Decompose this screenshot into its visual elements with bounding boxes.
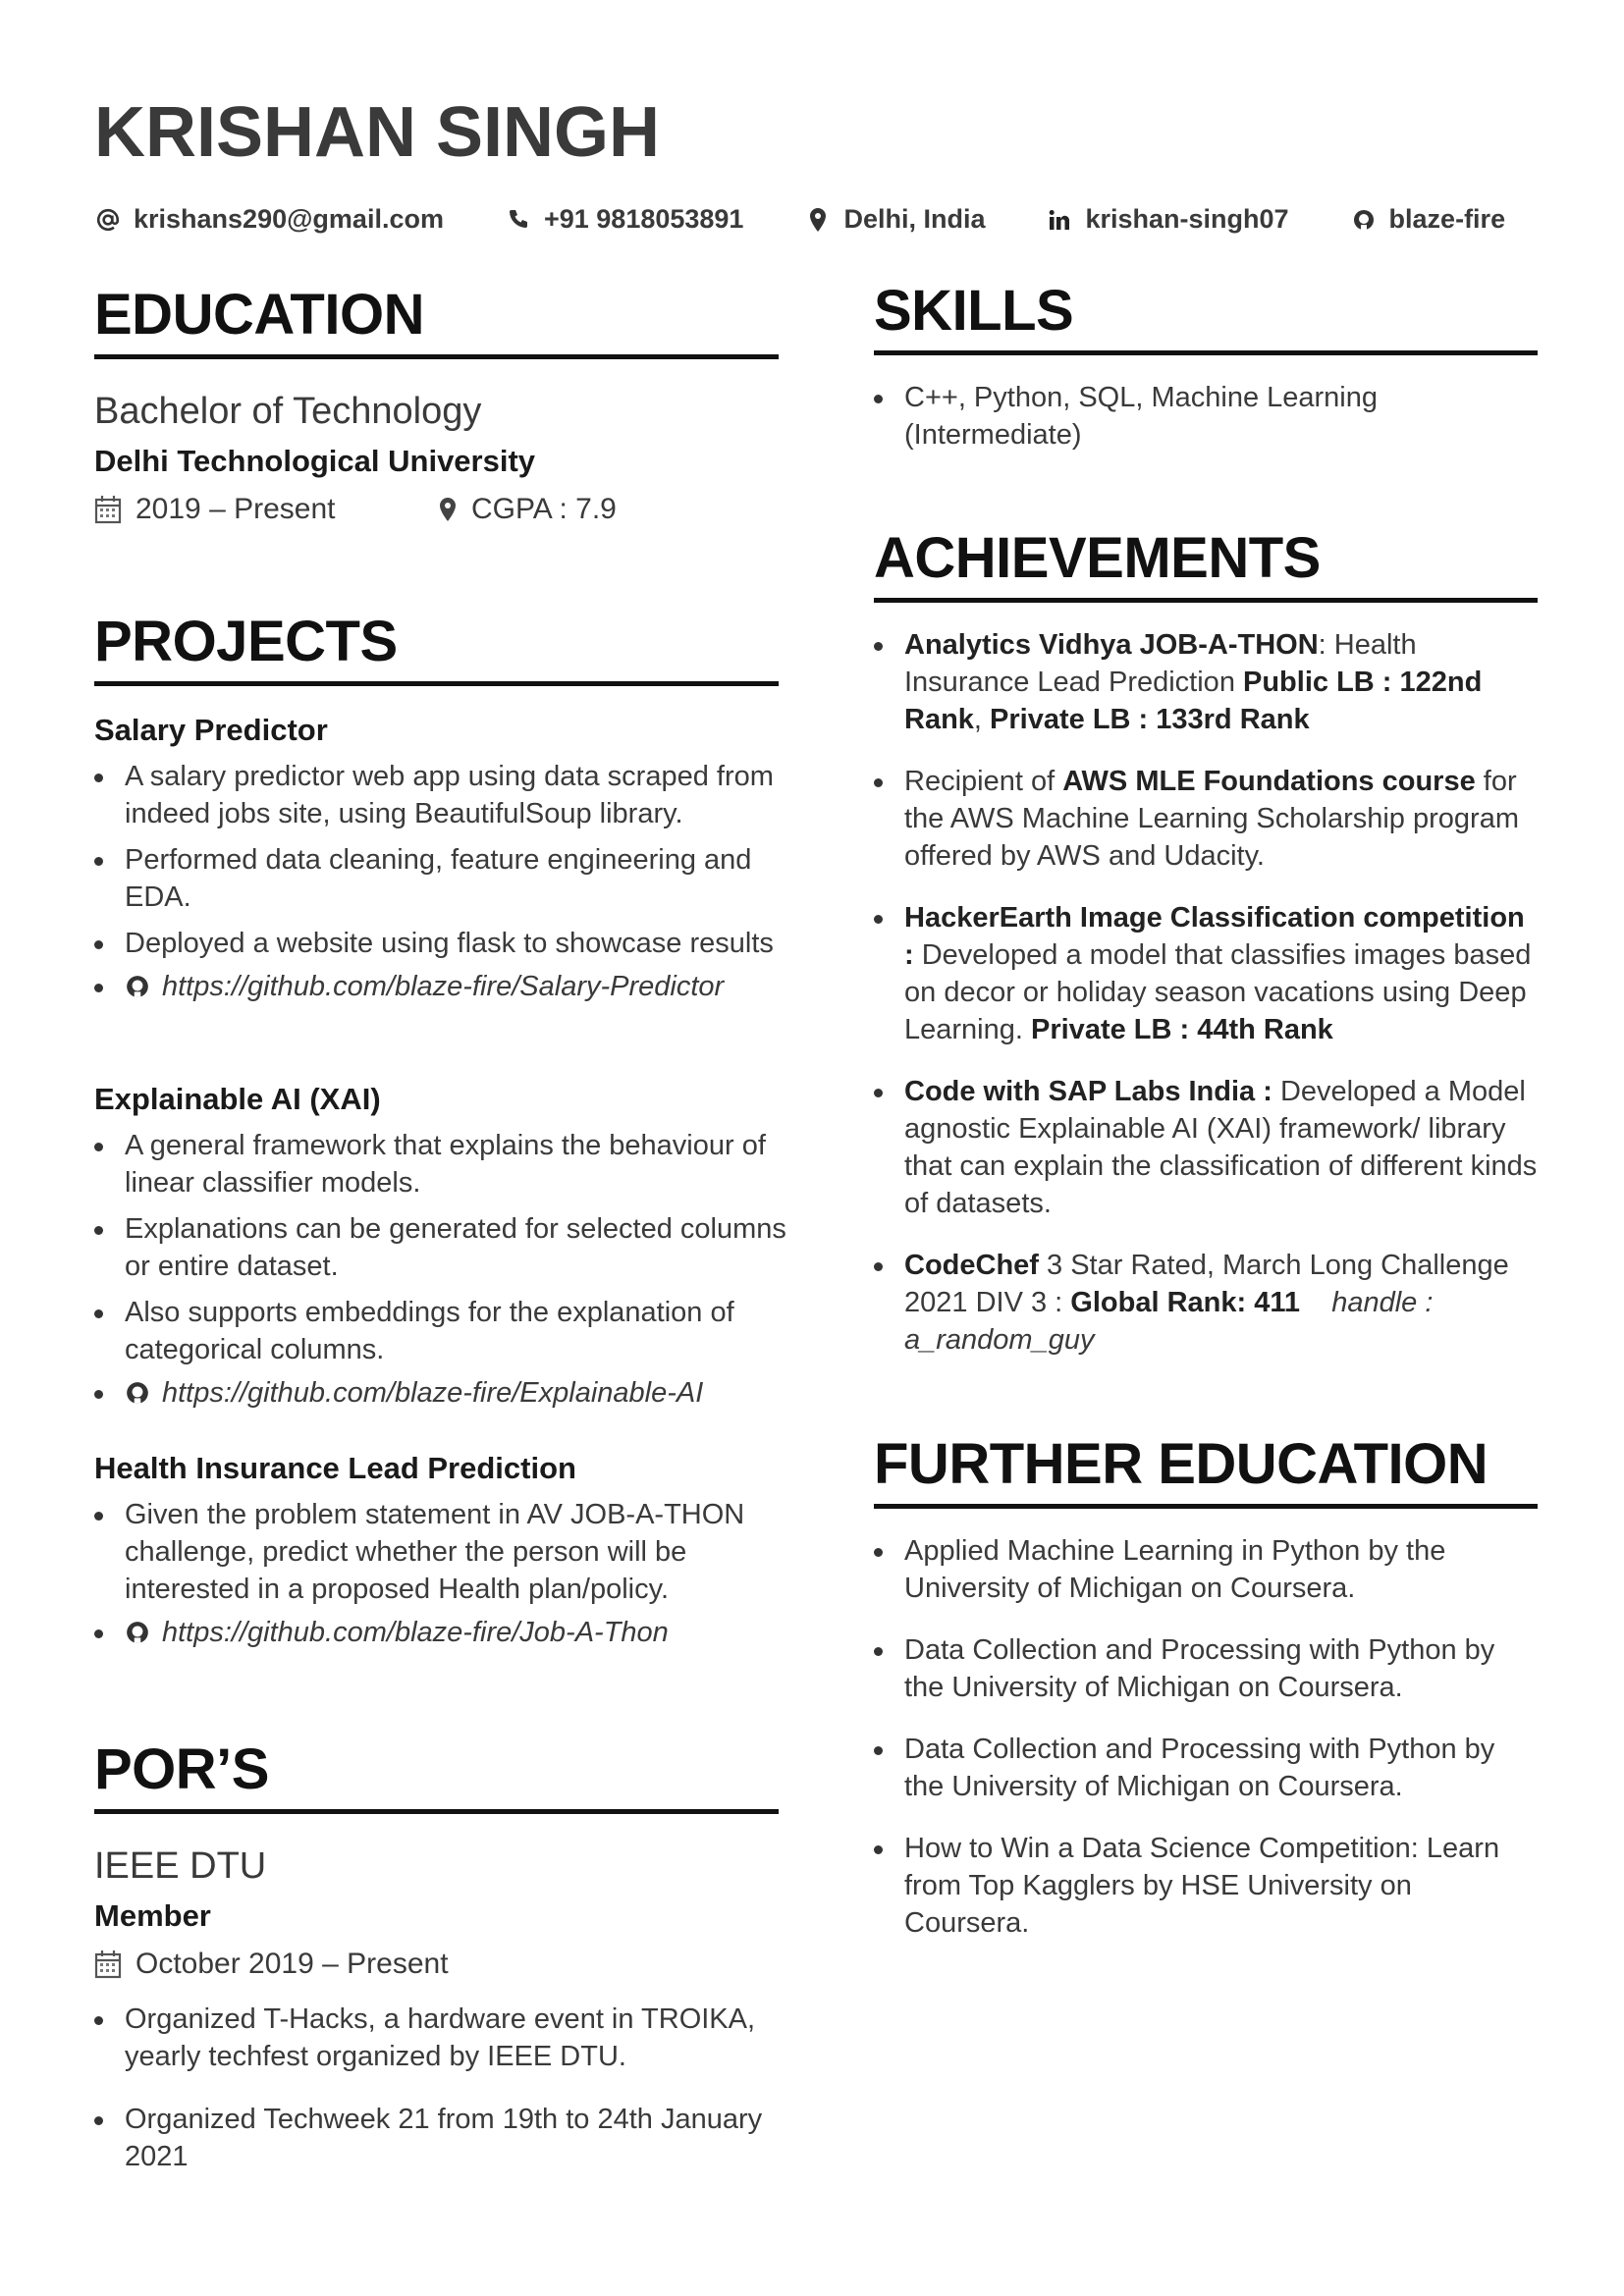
project-title: Salary Predictor — [94, 713, 328, 747]
list-item[interactable] — [94, 968, 811, 1009]
location-text: Delhi, India — [843, 204, 986, 234]
institution: Delhi Technological University — [94, 444, 536, 478]
education-dates — [94, 493, 335, 526]
project-bullets — [94, 758, 811, 1009]
contact-github[interactable] — [1350, 204, 1506, 235]
further-education-heading: FURTHER EDUCATION — [874, 1432, 1489, 1496]
list-item: Code with SAP Labs India : Developed a Model agnostic Explainable AI (XAI) framework/ library that can explain the classification of different kinds of datasets. — [874, 1073, 1538, 1222]
list-item: Explanations can be generated for selected columns or entire dataset. — [94, 1210, 811, 1285]
github-icon — [125, 1380, 150, 1406]
project-link: https://github.com/blaze-fire/Salary-Predictor — [125, 968, 724, 1005]
list-item[interactable] — [94, 1614, 811, 1655]
list-item: Deployed a website using flask to showcase results — [94, 925, 783, 962]
calendar-icon — [94, 1949, 122, 1979]
por-dates-text: October 2019 – Present — [135, 1948, 449, 1980]
skills-list — [874, 379, 1538, 454]
list-item: Applied Machine Learning in Python by the University of Michigan on Coursera. — [874, 1532, 1538, 1607]
github-icon — [125, 974, 150, 999]
list-item: Performed data cleaning, feature engineering and EDA. — [94, 841, 811, 916]
por-role: Member — [94, 1898, 211, 1933]
por-dates — [94, 1948, 449, 1981]
achievements-heading: ACHIEVEMENTS — [874, 526, 1321, 590]
list-item: Organized T-Hacks, a hardware event in TROIKA, yearly techfest organized by IEEE DTU. — [94, 2001, 782, 2075]
list-item: Data Collection and Processing with Python by the University of Michigan on Coursera. — [874, 1631, 1538, 1706]
linkedin-text: krishan-singh07 — [1085, 204, 1289, 234]
skills-rule — [874, 350, 1538, 355]
further-education-list — [874, 1532, 1538, 1942]
project-link: https://github.com/blaze-fire/Job-A-Thon — [125, 1614, 669, 1651]
education-rule — [94, 354, 779, 359]
list-item: Recipient of AWS MLE Foundations course for the AWS Machine Learning Scholarship program offered by AWS and Udacity. — [874, 763, 1538, 875]
email-text: krishans290@gmail.com — [134, 204, 444, 234]
skills-heading: SKILLS — [874, 279, 1074, 343]
contact-email[interactable] — [94, 204, 444, 235]
list-item: C++, Python, SQL, Machine Learning (Intermediate) — [874, 379, 1538, 454]
further-education-rule — [874, 1504, 1538, 1509]
achievements-rule — [874, 598, 1538, 603]
pors-rule — [94, 1809, 779, 1814]
achievements-list — [874, 626, 1538, 1359]
por-organization: IEEE DTU — [94, 1845, 267, 1887]
calendar-icon — [94, 495, 122, 524]
cgpa-text: CGPA : 7.9 — [471, 493, 617, 525]
map-pin-icon — [804, 206, 832, 234]
list-item: A salary predictor web app using data scraped from indeed jobs site, using BeautifulSoup library. — [94, 758, 811, 832]
phone-icon — [505, 206, 532, 234]
contact-phone[interactable] — [505, 204, 743, 235]
education-dates-text: 2019 – Present — [135, 493, 336, 525]
pors-heading: POR’S — [94, 1737, 269, 1801]
list-item[interactable] — [94, 1374, 811, 1415]
github-icon — [1350, 206, 1378, 234]
resume-name: KRISHAN SINGH — [94, 93, 661, 172]
list-item: HackerEarth Image Classification competition : Developed a model that classifies images based on decor or holiday season vacations using Deep Learning. Private LB : 44th Rank — [874, 899, 1538, 1048]
contact-bar — [94, 204, 1566, 235]
list-item: Organized Techweek 21 from 19th to 24th January 2021 — [94, 2101, 783, 2175]
list-item: A general framework that explains the behaviour of linear classifier models. — [94, 1127, 811, 1201]
list-item: Analytics Vidhya JOB-A-THON: Health Insurance Lead Prediction Public LB : 122nd Rank, Private LB : 133rd Rank — [874, 626, 1538, 738]
contact-linkedin[interactable] — [1046, 204, 1288, 235]
list-item: CodeChef 3 Star Rated, March Long Challenge 2021 DIV 3 : Global Rank: 411 handle : a_random_guy — [874, 1247, 1538, 1359]
phone-text: +91 9818053891 — [543, 204, 744, 234]
linkedin-icon — [1046, 206, 1073, 234]
projects-rule — [94, 681, 779, 686]
education-heading: EDUCATION — [94, 283, 424, 347]
list-item: Data Collection and Processing with Python by the University of Michigan on Coursera. — [874, 1731, 1538, 1805]
project-link: https://github.com/blaze-fire/Explainable-AI — [125, 1374, 703, 1412]
project-title: Explainable AI (XAI) — [94, 1082, 381, 1116]
cgpa — [438, 493, 617, 526]
list-item: Given the problem statement in AV JOB-A-THON challenge, predict whether the person will be interested in a proposed Health plan/policy. — [94, 1496, 811, 1608]
project-title: Health Insurance Lead Prediction — [94, 1451, 576, 1485]
degree: Bachelor of Technology — [94, 391, 482, 432]
por-bullets — [94, 2001, 782, 2175]
list-item: Also supports embeddings for the explanation of categorical columns. — [94, 1294, 811, 1368]
project-bullets — [94, 1496, 811, 1655]
project-bullets — [94, 1127, 811, 1415]
github-icon — [125, 1620, 150, 1645]
projects-heading: PROJECTS — [94, 610, 398, 673]
map-pin-icon — [438, 496, 458, 523]
list-item: How to Win a Data Science Competition: Learn from Top Kagglers by HSE University on Coursera. — [874, 1830, 1538, 1942]
at-icon — [94, 206, 122, 234]
github-text: blaze-fire — [1388, 204, 1506, 234]
contact-location — [804, 204, 985, 235]
